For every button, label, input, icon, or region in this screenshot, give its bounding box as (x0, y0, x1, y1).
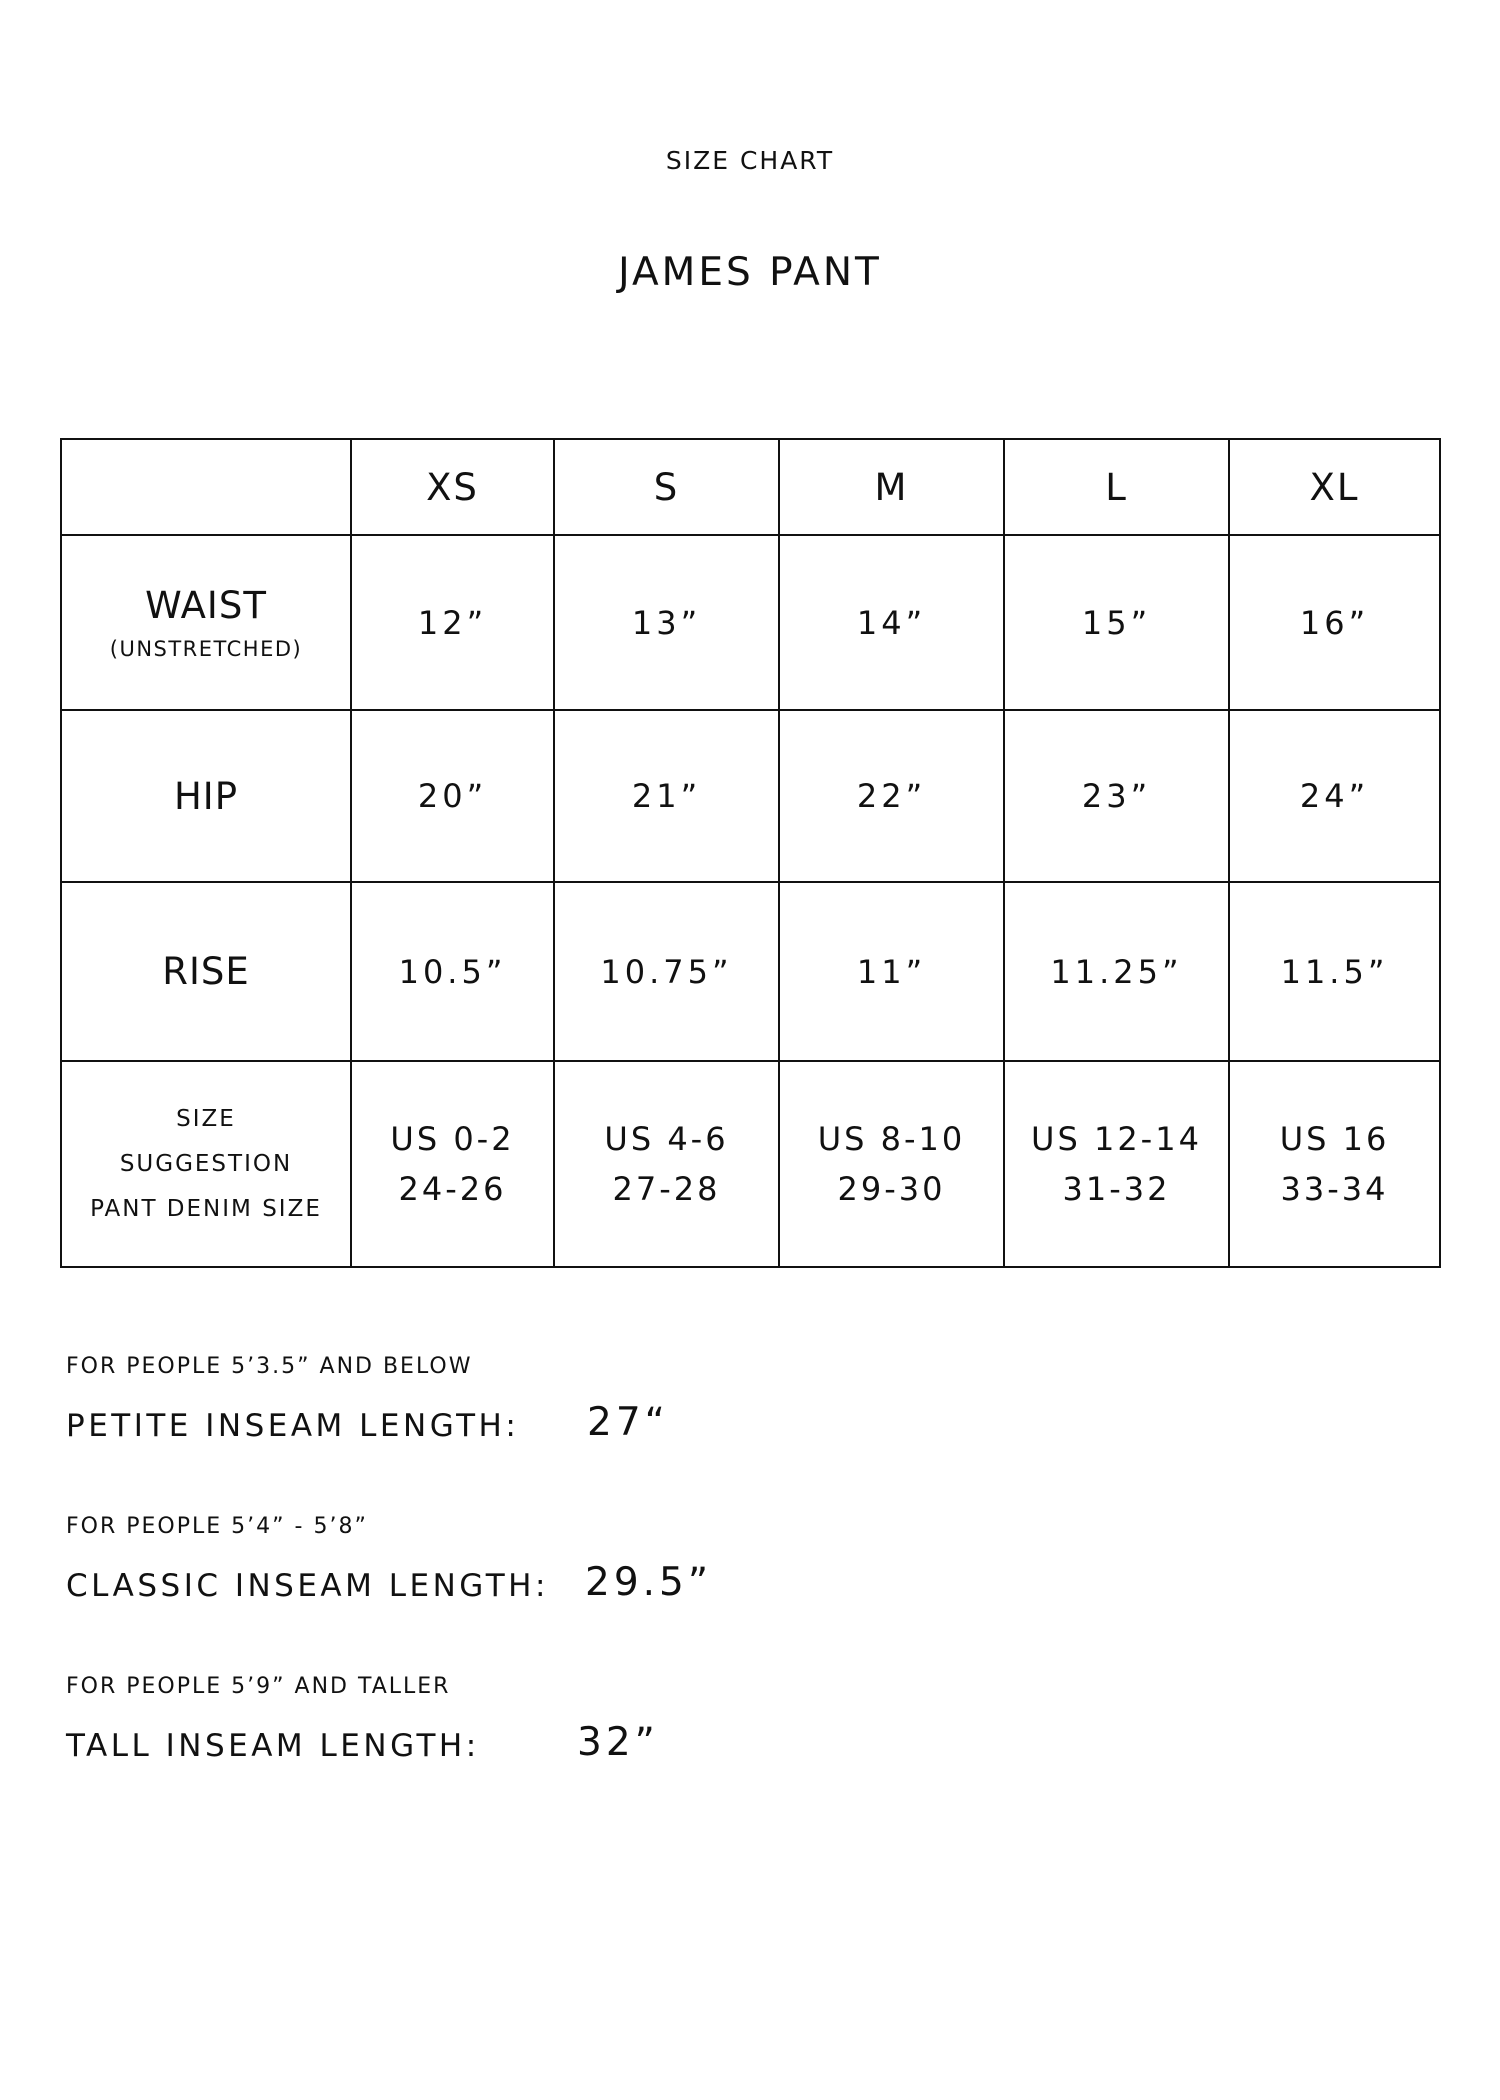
us-size-s: US 4-6 (604, 1120, 729, 1158)
rise-value-s: 10.75” (554, 882, 779, 1061)
us-size-l: US 12-14 (1031, 1120, 1202, 1158)
rise-value-xs: 10.5” (351, 882, 554, 1061)
us-size-m: US 8-10 (817, 1120, 966, 1158)
denim-size-s: 27-28 (612, 1170, 721, 1208)
suggestion-cell-xl (1229, 1061, 1440, 1267)
waist-value-xl: 16” (1229, 535, 1440, 710)
rise-label-cell (61, 882, 351, 1061)
suggestion-label-line: SIZE (176, 1105, 236, 1132)
denim-size-xs: 24-26 (398, 1170, 507, 1208)
classic-inseam-value: 29.5” (585, 1560, 713, 1605)
classic-inseam-label: CLASSIC INSEAM LENGTH: (66, 1568, 549, 1604)
suggestion-cell-m (779, 1061, 1004, 1267)
denim-size-xl: 33-34 (1280, 1170, 1389, 1208)
denim-size-m: 29-30 (837, 1170, 946, 1208)
size-header-xl: XL (1229, 439, 1440, 535)
hip-value-l: 23” (1004, 710, 1229, 882)
product-title: JAMES PANT (618, 250, 882, 295)
us-size-xl: US 16 (1279, 1120, 1390, 1158)
rise-value-m: 11” (779, 882, 1004, 1061)
tall-inseam-label: TALL INSEAM LENGTH: (66, 1728, 480, 1764)
petite-inseam-value: 27“ (587, 1400, 669, 1445)
hip-value-s: 21” (554, 710, 779, 882)
corner-cell (61, 439, 351, 535)
size-header-xs: XS (351, 439, 554, 535)
waist-label: WAIST (145, 584, 267, 627)
rise-label: RISE (162, 950, 250, 993)
size-suggestion-row (61, 1061, 1440, 1267)
size-table (60, 438, 1441, 1268)
rise-value-xl: 11.5” (1229, 882, 1440, 1061)
hip-value-xs: 20” (351, 710, 554, 882)
waist-row (61, 535, 1440, 710)
hip-row (61, 710, 1440, 882)
suggestion-label-cell (61, 1061, 351, 1267)
rise-value-l: 11.25” (1004, 882, 1229, 1061)
hip-value-xl: 24” (1229, 710, 1440, 882)
suggestion-cell-xs (351, 1061, 554, 1267)
petite-inseam-note: FOR PEOPLE 5’3.5” AND BELOW (66, 1354, 473, 1379)
waist-value-m: 14” (779, 535, 1004, 710)
size-header-l: L (1004, 439, 1229, 535)
waist-label-cell (61, 535, 351, 710)
us-size-xs: US 0-2 (390, 1120, 515, 1158)
denim-size-l: 31-32 (1062, 1170, 1171, 1208)
size-header-s: S (554, 439, 779, 535)
chart-subtitle: SIZE CHART (665, 146, 835, 175)
rise-row (61, 882, 1440, 1061)
suggestion-cell-s (554, 1061, 779, 1267)
suggestion-label-line: PANT DENIM SIZE (90, 1195, 322, 1222)
tall-inseam-note: FOR PEOPLE 5’9” AND TALLER (66, 1674, 451, 1699)
waist-value-l: 15” (1004, 535, 1229, 710)
suggestion-label-line: SUGGESTION (119, 1150, 293, 1177)
tall-inseam-value: 32” (577, 1720, 659, 1765)
hip-label: HIP (173, 774, 239, 818)
petite-inseam-label: PETITE INSEAM LENGTH: (66, 1408, 520, 1444)
waist-sublabel: (UNSTRETCHED) (109, 637, 303, 661)
waist-value-s: 13” (554, 535, 779, 710)
hip-label-cell (61, 710, 351, 882)
size-header-m: M (779, 439, 1004, 535)
classic-inseam-note: FOR PEOPLE 5’4” - 5’8” (66, 1514, 368, 1539)
waist-value-xs: 12” (351, 535, 554, 710)
hip-value-m: 22” (779, 710, 1004, 882)
size-header-row (61, 439, 1440, 535)
suggestion-cell-l (1004, 1061, 1229, 1267)
